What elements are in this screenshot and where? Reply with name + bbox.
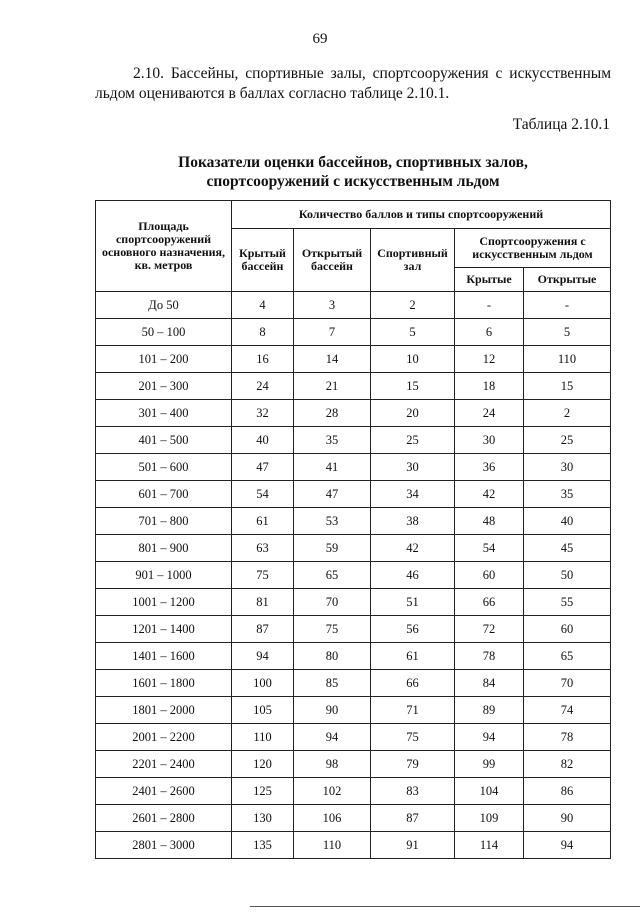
cell-covered-pool: 4 <box>232 292 294 319</box>
cell-covered-pool: 63 <box>232 535 294 562</box>
cell-ice-covered: 12 <box>455 346 524 373</box>
cell-ice-covered: 42 <box>455 481 524 508</box>
cell-area: 401 – 500 <box>96 427 232 454</box>
cell-open-pool: 65 <box>294 562 371 589</box>
cell-open-pool: 59 <box>294 535 371 562</box>
cell-area: 2201 – 2400 <box>96 751 232 778</box>
cell-ice-covered: - <box>455 292 524 319</box>
cell-ice-open: 86 <box>524 778 611 805</box>
cell-ice-covered: 24 <box>455 400 524 427</box>
cell-open-pool: 94 <box>294 724 371 751</box>
intro-paragraph: 2.10. Бассейны, спортивные залы, спортсооружения с искусственным льдом оцениваются в баллах согласно таблице 2.10.1. <box>95 65 611 102</box>
cell-open-pool: 98 <box>294 751 371 778</box>
cell-ice-open: 70 <box>524 670 611 697</box>
cell-covered-pool: 16 <box>232 346 294 373</box>
cell-sports-hall: 38 <box>371 508 455 535</box>
table-row <box>96 427 611 454</box>
cell-ice-covered: 48 <box>455 508 524 535</box>
cell-covered-pool: 110 <box>232 724 294 751</box>
cell-area: 2801 – 3000 <box>96 832 232 859</box>
header-ice-group: Спортсооружения с искусственным льдом <box>455 229 611 268</box>
cell-ice-open: 90 <box>524 805 611 832</box>
cell-sports-hall: 87 <box>371 805 455 832</box>
header-ice-covered: Крытые <box>455 268 524 292</box>
cell-ice-covered: 54 <box>455 535 524 562</box>
table-row <box>96 373 611 400</box>
cell-area: 601 – 700 <box>96 481 232 508</box>
page-number: 69 <box>312 31 328 47</box>
cell-covered-pool: 61 <box>232 508 294 535</box>
cell-ice-covered: 104 <box>455 778 524 805</box>
cell-covered-pool: 100 <box>232 670 294 697</box>
cell-ice-open: 82 <box>524 751 611 778</box>
cell-area: 301 – 400 <box>96 400 232 427</box>
cell-open-pool: 70 <box>294 589 371 616</box>
cell-covered-pool: 81 <box>232 589 294 616</box>
cell-ice-open: 2 <box>524 400 611 427</box>
table-row <box>96 751 611 778</box>
cell-area: 701 – 800 <box>96 508 232 535</box>
cell-area: До 50 <box>96 292 232 319</box>
cell-open-pool: 21 <box>294 373 371 400</box>
cell-ice-open: 30 <box>524 454 611 481</box>
cell-sports-hall: 5 <box>371 319 455 346</box>
cell-ice-covered: 99 <box>455 751 524 778</box>
cell-covered-pool: 135 <box>232 832 294 859</box>
cell-sports-hall: 25 <box>371 427 455 454</box>
cell-covered-pool: 87 <box>232 616 294 643</box>
table-row <box>96 589 611 616</box>
cell-area: 2001 – 2200 <box>96 724 232 751</box>
cell-open-pool: 102 <box>294 778 371 805</box>
table-reference: Таблица 2.10.1 <box>512 116 610 133</box>
cell-ice-covered: 30 <box>455 427 524 454</box>
cell-covered-pool: 8 <box>232 319 294 346</box>
cell-ice-open: - <box>524 292 611 319</box>
cell-sports-hall: 34 <box>371 481 455 508</box>
table-row <box>96 400 611 427</box>
cell-ice-open: 110 <box>524 346 611 373</box>
cell-covered-pool: 130 <box>232 805 294 832</box>
cell-area: 2401 – 2600 <box>96 778 232 805</box>
cell-ice-open: 74 <box>524 697 611 724</box>
cell-covered-pool: 125 <box>232 778 294 805</box>
cell-covered-pool: 75 <box>232 562 294 589</box>
cell-ice-open: 40 <box>524 508 611 535</box>
header-points-group: Количество баллов и типы спортсооружений <box>232 201 611 229</box>
caption-line-1: Показатели оценки бассейнов, спортивных залов, <box>178 154 528 171</box>
cell-open-pool: 90 <box>294 697 371 724</box>
cell-ice-open: 35 <box>524 481 611 508</box>
cell-ice-open: 15 <box>524 373 611 400</box>
cell-ice-covered: 94 <box>455 724 524 751</box>
cell-open-pool: 106 <box>294 805 371 832</box>
cell-open-pool: 75 <box>294 616 371 643</box>
table-row <box>96 508 611 535</box>
cell-sports-hall: 51 <box>371 589 455 616</box>
table-row <box>96 535 611 562</box>
cell-ice-open: 50 <box>524 562 611 589</box>
cell-ice-covered: 60 <box>455 562 524 589</box>
cell-area: 101 – 200 <box>96 346 232 373</box>
table-body <box>96 292 611 859</box>
table-row <box>96 724 611 751</box>
header-ice-open: Открытые <box>524 268 611 292</box>
cell-open-pool: 35 <box>294 427 371 454</box>
table-row <box>96 346 611 373</box>
cell-ice-covered: 66 <box>455 589 524 616</box>
cell-ice-open: 60 <box>524 616 611 643</box>
cell-sports-hall: 42 <box>371 535 455 562</box>
bottom-divider <box>250 906 640 907</box>
caption-line-2: спортсооружений с искусственным льдом <box>206 173 500 190</box>
cell-sports-hall: 71 <box>371 697 455 724</box>
cell-ice-open: 78 <box>524 724 611 751</box>
cell-ice-covered: 114 <box>455 832 524 859</box>
cell-ice-open: 94 <box>524 832 611 859</box>
cell-sports-hall: 15 <box>371 373 455 400</box>
header-open-pool: Открытый бассейн <box>294 229 371 292</box>
cell-ice-covered: 36 <box>455 454 524 481</box>
cell-area: 1001 – 1200 <box>96 589 232 616</box>
table-caption <box>95 153 611 191</box>
cell-ice-covered: 6 <box>455 319 524 346</box>
cell-open-pool: 110 <box>294 832 371 859</box>
cell-sports-hall: 10 <box>371 346 455 373</box>
table-row <box>96 643 611 670</box>
cell-area: 201 – 300 <box>96 373 232 400</box>
table-row <box>96 616 611 643</box>
cell-sports-hall: 56 <box>371 616 455 643</box>
cell-open-pool: 7 <box>294 319 371 346</box>
cell-open-pool: 14 <box>294 346 371 373</box>
cell-sports-hall: 79 <box>371 751 455 778</box>
table-row <box>96 562 611 589</box>
cell-sports-hall: 30 <box>371 454 455 481</box>
cell-sports-hall: 20 <box>371 400 455 427</box>
cell-ice-covered: 84 <box>455 670 524 697</box>
table-row <box>96 832 611 859</box>
cell-sports-hall: 61 <box>371 643 455 670</box>
cell-covered-pool: 120 <box>232 751 294 778</box>
header-area: Площадь спортсооружений основного назначения, кв. метров <box>96 201 232 292</box>
cell-ice-open: 25 <box>524 427 611 454</box>
table-row <box>96 454 611 481</box>
table-row <box>96 697 611 724</box>
cell-open-pool: 47 <box>294 481 371 508</box>
cell-area: 501 – 600 <box>96 454 232 481</box>
cell-area: 801 – 900 <box>96 535 232 562</box>
cell-ice-covered: 72 <box>455 616 524 643</box>
cell-open-pool: 3 <box>294 292 371 319</box>
cell-open-pool: 41 <box>294 454 371 481</box>
cell-ice-covered: 18 <box>455 373 524 400</box>
cell-covered-pool: 105 <box>232 697 294 724</box>
header-sports-hall: Спортивный зал <box>371 229 455 292</box>
table-row <box>96 670 611 697</box>
table-row <box>96 778 611 805</box>
cell-area: 1201 – 1400 <box>96 616 232 643</box>
cell-sports-hall: 75 <box>371 724 455 751</box>
cell-open-pool: 85 <box>294 670 371 697</box>
cell-ice-covered: 89 <box>455 697 524 724</box>
cell-ice-open: 45 <box>524 535 611 562</box>
cell-ice-open: 5 <box>524 319 611 346</box>
cell-area: 50 – 100 <box>96 319 232 346</box>
cell-open-pool: 80 <box>294 643 371 670</box>
table-row <box>96 319 611 346</box>
cell-covered-pool: 40 <box>232 427 294 454</box>
cell-area: 901 – 1000 <box>96 562 232 589</box>
cell-area: 1401 – 1600 <box>96 643 232 670</box>
cell-covered-pool: 94 <box>232 643 294 670</box>
table-row <box>96 805 611 832</box>
cell-sports-hall: 91 <box>371 832 455 859</box>
cell-sports-hall: 83 <box>371 778 455 805</box>
cell-ice-covered: 78 <box>455 643 524 670</box>
cell-ice-open: 55 <box>524 589 611 616</box>
cell-covered-pool: 24 <box>232 373 294 400</box>
header-covered-pool: Крытый бассейн <box>232 229 294 292</box>
cell-open-pool: 28 <box>294 400 371 427</box>
cell-area: 2601 – 2800 <box>96 805 232 832</box>
cell-sports-hall: 66 <box>371 670 455 697</box>
table-row <box>96 481 611 508</box>
cell-area: 1801 – 2000 <box>96 697 232 724</box>
cell-open-pool: 53 <box>294 508 371 535</box>
cell-covered-pool: 54 <box>232 481 294 508</box>
cell-area: 1601 – 1800 <box>96 670 232 697</box>
cell-sports-hall: 46 <box>371 562 455 589</box>
cell-covered-pool: 32 <box>232 400 294 427</box>
cell-ice-open: 65 <box>524 643 611 670</box>
cell-ice-covered: 109 <box>455 805 524 832</box>
scores-table <box>95 200 611 859</box>
cell-sports-hall: 2 <box>371 292 455 319</box>
table-row <box>96 292 611 319</box>
cell-covered-pool: 47 <box>232 454 294 481</box>
